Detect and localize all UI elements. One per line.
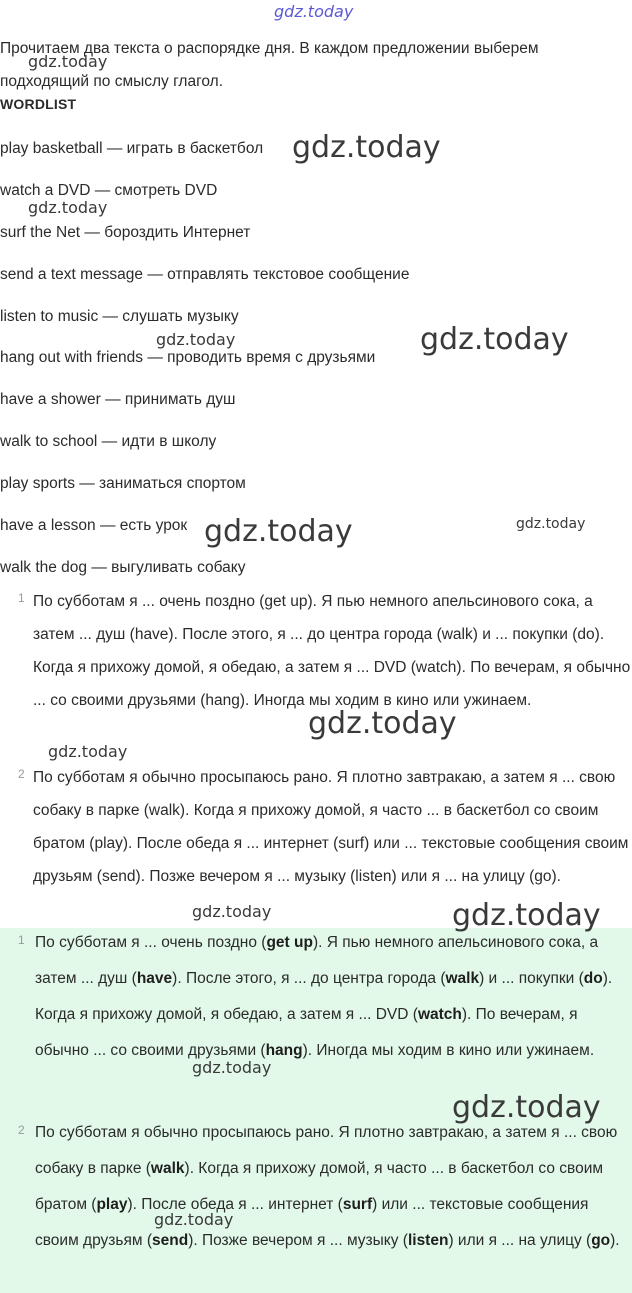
intro-text: Прочитаем два текста о распорядке дня. В каждом предложении выберем подходящий по смыслу глагол. [0, 40, 539, 90]
answer-verb: do [583, 970, 603, 987]
answer-number: 2 [18, 1123, 25, 1137]
answer-verb: send [152, 1232, 189, 1249]
watermark: gdz.today [204, 514, 353, 549]
answer-verb: get up [266, 934, 313, 951]
wordlist-item: have a shower — принимать душ [0, 391, 236, 408]
answer-verb: walk [150, 1160, 185, 1177]
watermark: gdz.today [420, 322, 569, 357]
wordlist-item: listen to music — слушать музыку [0, 308, 239, 325]
task-1 [0, 585, 632, 717]
answer-text: По субботам я ... очень поздно (get up). Я пью немного апельсинового сока, а затем ... душ (have). После этого, я ... до центра города (walk) и ... покупки (do). Когда я прихожу домой, я обедаю, а затем я ... DVD (watch). По вечерам, я обычно ... со своими друзьями (hang). Иногда мы ходим в кино или ужинаем. [35, 934, 613, 1059]
watermark: gdz.today [274, 2, 354, 21]
answer-verb: hang [265, 1042, 303, 1059]
wordlist-item: watch a DVD — смотреть DVD [0, 182, 218, 199]
answer-number: 1 [18, 933, 25, 947]
watermark: gdz.today [516, 516, 586, 532]
watermark: gdz.today [156, 330, 236, 349]
watermark: gdz.today [452, 1090, 601, 1125]
answer-verb: have [136, 970, 173, 987]
wordlist-item: send a text message — отправлять текстовое сообщение [0, 266, 410, 283]
wordlist-item: play sports — заниматься спортом [0, 475, 246, 492]
wordlist-title: WORDLIST [0, 96, 77, 112]
answer-verb: walk [445, 970, 480, 987]
watermark: gdz.today [292, 130, 441, 165]
task-2 [0, 761, 632, 893]
wordlist-item: walk to school — идти в школу [0, 433, 217, 450]
wordlist-item: have a lesson — есть урок [0, 517, 188, 534]
wordlist-item: play basketball — играть в баскетбол [0, 140, 264, 157]
answer-text: По субботам я обычно просыпаюсь рано. Я плотно завтракаю, а затем я ... свою собаку в парке (walk). Когда я прихожу домой, я часто ... в баскетбол со своим братом (play). После обеда я ... интернет (surf) или ... текстовые сообщения своим друзьям (send). Позже вечером я ... музыку (listen) или я ... на улицу (go). [35, 1124, 620, 1249]
answer-verb: play [96, 1196, 128, 1213]
answer-verb: surf [342, 1196, 373, 1213]
task-number: 1 [18, 591, 25, 605]
answer-1 [0, 925, 632, 1069]
watermark: gdz.today [192, 1058, 272, 1077]
answer-verb: listen [407, 1232, 449, 1249]
watermark: gdz.today [308, 706, 457, 741]
watermark: gdz.today [28, 198, 108, 217]
answer-verb: watch [417, 1006, 462, 1023]
wordlist-item: surf the Net — бороздить Интернет [0, 224, 251, 241]
task-text: По субботам я ... очень поздно (get up). Я пью немного апельсинового сока, а затем ... душ (have). После этого, я ... до центра города (walk) и ... покупки (do). Когда я прихожу домой, я обедаю, а затем я ... DVD (watch). По вечерам, я обычно ... со своими друзьями (hang). Иногда мы ходим в кино или ужинаем. [33, 593, 631, 709]
answer-2 [0, 1115, 632, 1259]
watermark: gdz.today [452, 898, 601, 933]
wordlist-item: walk the dog — выгуливать собаку [0, 559, 246, 576]
watermark: gdz.today [48, 742, 128, 761]
task-number: 2 [18, 767, 25, 781]
watermark: gdz.today [192, 902, 272, 921]
task-text: По субботам я обычно просыпаюсь рано. Я плотно завтракаю, а затем я ... свою собаку в парке (walk). Когда я прихожу домой, я часто ... в баскетбол со своим братом (play). После обеда я ... интернет (surf) или ... текстовые сообщения своим друзьям (send). Позже вечером я ... музыку (listen) или я ... на улицу (go). [33, 769, 629, 885]
wordlist-item: hang out with friends — проводить время с друзьями [0, 349, 376, 366]
watermark: gdz.today [28, 52, 108, 71]
answer-verb: go [591, 1232, 611, 1249]
watermark: gdz.today [154, 1210, 234, 1229]
